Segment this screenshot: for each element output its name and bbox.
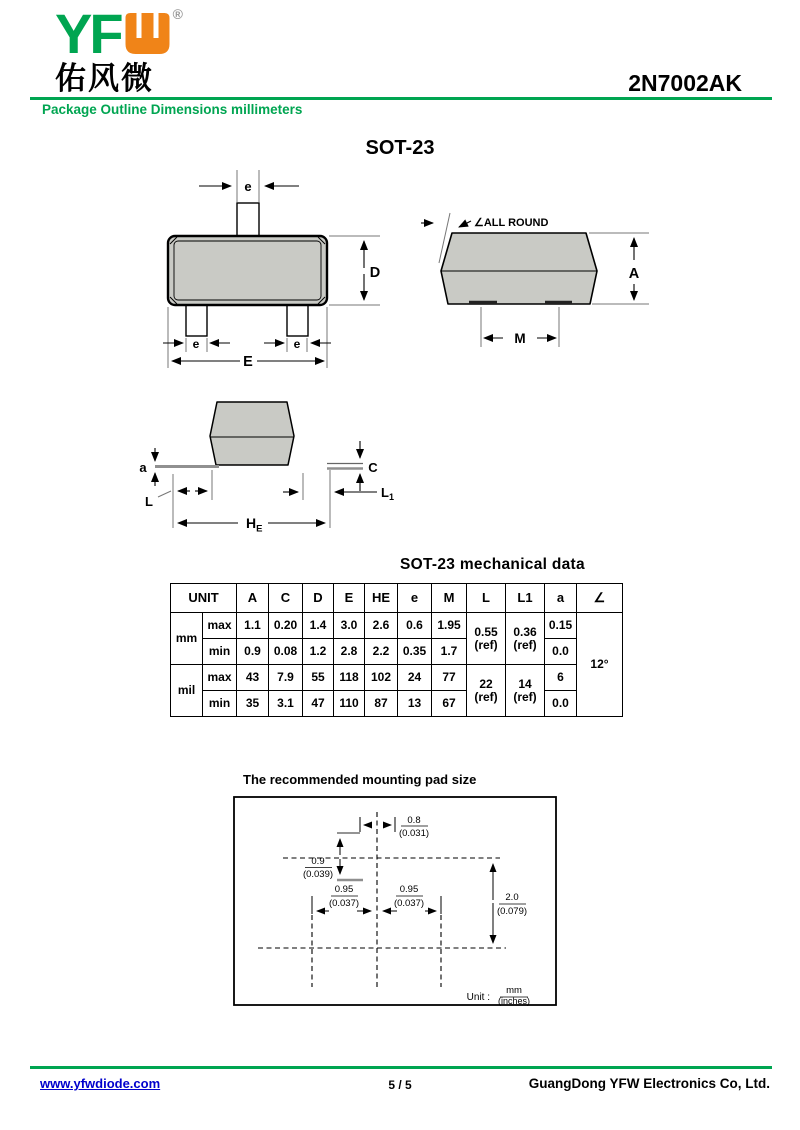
col-header-angle: ∠ — [577, 584, 623, 613]
dim-label-C: C — [368, 460, 378, 475]
table-cell: 1.95 — [432, 613, 467, 639]
bound-label: min — [203, 691, 237, 717]
col-header-D: D — [303, 584, 334, 613]
dim-pitch-right-inch: (0.037) — [393, 898, 425, 909]
table-cell: 47 — [303, 691, 334, 717]
table-cell: 1.1 — [237, 613, 269, 639]
table-cell: 55 — [303, 665, 334, 691]
top-view-drawing — [140, 165, 400, 377]
dim-label-e-top: e — [244, 179, 252, 194]
unit-label: Unit : — [466, 992, 490, 1003]
dim-top-width-inch: (0.031) — [398, 828, 430, 839]
table-cell: 2.8 — [334, 639, 365, 665]
col-header-HE: HE — [365, 584, 398, 613]
dim-label-e-bottom-right: e — [293, 337, 301, 351]
table-cell-mil-L1 — [506, 665, 545, 717]
package-title: SOT-23 — [365, 137, 435, 159]
table-cell: 87 — [365, 691, 398, 717]
dim-left-height-inch: (0.039) — [302, 869, 334, 880]
table-cell: 102 — [365, 665, 398, 691]
logo-chinese-name: 佑风微 — [55, 61, 154, 96]
table-cell: 2.2 — [365, 639, 398, 665]
value: 0.55 — [474, 624, 498, 639]
bottom-lead-right — [287, 305, 308, 336]
dim-label-e-bottom-left: e — [192, 337, 200, 351]
table-cell: 0.08 — [269, 639, 303, 665]
dim-row-spacing-mm: 2.0 — [505, 892, 519, 903]
table-cell: 43 — [237, 665, 269, 691]
table-cell-angle: 12° — [577, 613, 623, 717]
bound-label: max — [203, 613, 237, 639]
table-cell-mm-L — [467, 613, 506, 665]
table-cell: 67 — [432, 691, 467, 717]
unit-inches: (inches) — [497, 996, 531, 1006]
dim-top-width-mm: 0.8 — [407, 815, 421, 826]
table-row-mm-min — [171, 639, 623, 665]
ref-note: (ref) — [474, 689, 498, 704]
website-link[interactable]: www.yfwdiode.com — [40, 1076, 161, 1091]
bound-label: max — [203, 665, 237, 691]
value: 22 — [479, 676, 493, 691]
side-view-drawing — [405, 190, 660, 355]
logo-text-yf: YF — [55, 2, 121, 65]
dim-pitch-right-mm: 0.95 — [399, 884, 419, 895]
table-cell-mm-L1 — [506, 613, 545, 665]
header-divider — [30, 97, 772, 100]
table-cell: 1.2 — [303, 639, 334, 665]
table-row-mil-min — [171, 691, 623, 717]
dim-label-M: M — [514, 331, 526, 346]
value: 0.36 — [513, 624, 537, 639]
table-row-mil-max — [171, 665, 623, 691]
bound-label: min — [203, 639, 237, 665]
table-cell: 77 — [432, 665, 467, 691]
col-header-M: M — [432, 584, 467, 613]
ref-note: (ref) — [513, 689, 537, 704]
section-title: Package Outline Dimensions millimeters — [42, 102, 303, 117]
registered-mark: ® — [172, 6, 183, 22]
table-header-row — [171, 584, 623, 613]
package-body-top-view — [168, 236, 327, 305]
dim-label-L1: $L_1$ — [381, 485, 394, 502]
table-cell: 0.20 — [269, 613, 303, 639]
unit-label-mm: mm — [171, 613, 203, 665]
table-cell: 118 — [334, 665, 365, 691]
dim-label-a: a — [139, 460, 147, 475]
col-header-e: e — [398, 584, 432, 613]
table-cell: 24 — [398, 665, 432, 691]
dim-pitch-left-inch: (0.037) — [328, 898, 360, 909]
page-number: 5 / 5 — [388, 1078, 412, 1092]
table-cell: 110 — [334, 691, 365, 717]
yfw-logo — [55, 2, 183, 96]
col-header-E: E — [334, 584, 365, 613]
package-body-front-view — [210, 402, 294, 465]
table-cell: 0.35 — [398, 639, 432, 665]
company-name: GuangDong YFW Electronics Co, Ltd. — [528, 1076, 770, 1091]
ref-note: (ref) — [513, 637, 537, 652]
table-cell: 0.0 — [545, 639, 577, 665]
mounting-pad-drawing — [231, 793, 561, 1009]
value: 14 — [518, 676, 532, 691]
unit-mm: mm — [506, 985, 522, 996]
logo-row — [55, 2, 183, 65]
bottom-lead-left — [186, 305, 207, 336]
dim-label-HE: $H_E$ — [246, 515, 263, 535]
extension-lines — [158, 470, 330, 528]
front-view-drawing — [130, 388, 400, 543]
mechanical-data-table — [170, 583, 623, 717]
table-cell: 1.7 — [432, 639, 467, 665]
table-cell: 35 — [237, 691, 269, 717]
col-header-L: L — [467, 584, 506, 613]
table-cell: 3.1 — [269, 691, 303, 717]
col-header-L1: L1 — [506, 584, 545, 613]
dim-pitch-left-mm: 0.95 — [334, 884, 354, 895]
col-header-A: A — [237, 584, 269, 613]
table-title: SOT-23 mechanical data — [400, 556, 585, 573]
dim-row-spacing-inch: (0.079) — [496, 906, 528, 917]
table-cell: 7.9 — [269, 665, 303, 691]
table-cell: 13 — [398, 691, 432, 717]
table-cell: 1.4 — [303, 613, 334, 639]
mounting-pad-title: The recommended mounting pad size — [243, 772, 477, 787]
dim-label-A: A — [628, 266, 640, 282]
table-cell: 0.6 — [398, 613, 432, 639]
dim-label-E: E — [243, 354, 253, 370]
all-round-label: ∠ALL ROUND — [474, 217, 549, 229]
package-body-side-view — [441, 233, 597, 304]
table-cell-mil-L — [467, 665, 506, 717]
logo-w-icon — [124, 13, 171, 54]
table-row-mm-max — [171, 613, 623, 639]
col-header-unit: UNIT — [171, 584, 237, 613]
table-cell: 6 — [545, 665, 577, 691]
ref-note: (ref) — [474, 637, 498, 652]
unit-label-mil: mil — [171, 665, 203, 717]
part-number: 2N7002AK — [628, 70, 742, 96]
col-header-a: a — [545, 584, 577, 613]
table-cell: 0.9 — [237, 639, 269, 665]
footer-divider — [30, 1066, 772, 1069]
table-cell: 2.6 — [365, 613, 398, 639]
dim-label-L: L — [145, 494, 153, 509]
table-cell: 0.15 — [545, 613, 577, 639]
table-cell: 3.0 — [334, 613, 365, 639]
table-cell: 0.0 — [545, 691, 577, 717]
col-header-C: C — [269, 584, 303, 613]
dim-label-D: D — [369, 265, 381, 281]
top-lead — [237, 203, 259, 237]
dim-left-height-mm: 0.9 — [311, 856, 325, 867]
